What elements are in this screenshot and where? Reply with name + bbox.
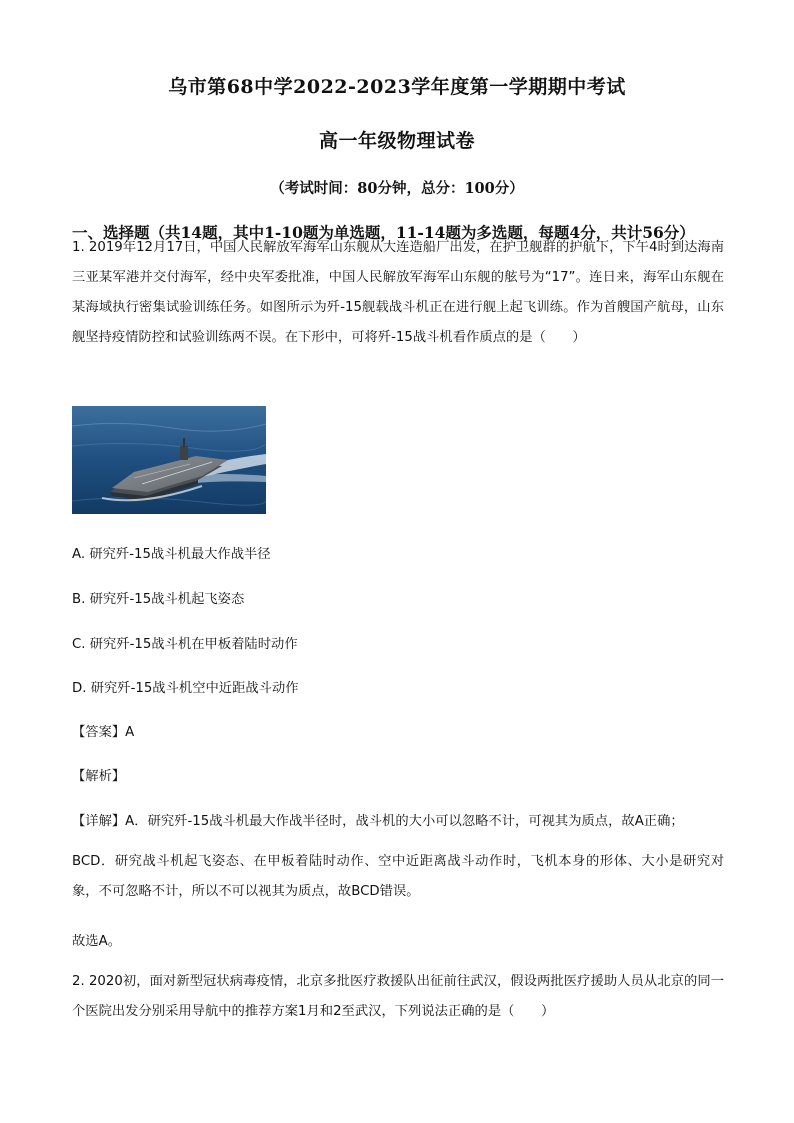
answer: 【答案】A xyxy=(72,725,135,740)
option-b: B. 研究歼-15战斗机起飞姿态 xyxy=(72,592,245,607)
exam-title: 乌市第68中学2022-2023学年度第一学期期中考试 xyxy=(168,76,626,98)
option-d: D. 研究歼-15战斗机空中近距战斗动作 xyxy=(72,681,299,696)
detail-line-2: BCD．研究战斗机起飞姿态、在甲板着陆时动作、空中近距离战斗动作时，飞机本身的形体、大小是研究对象，不可忽略不计，所以不可以视其为质点，故BCD错误。 xyxy=(72,854,724,899)
aircraft-carrier-photo xyxy=(72,406,266,514)
question-1-stem: 1. 2019年12月17日，中国人民解放军海军山东舰从大连造船厂出发，在护卫舰群的护航下，下午4时到达海南三亚某军港并交付海军，经中央军委批准，中国人民解放军海军山东舰的舷号为“17”。连日来，海军山东舰在某海域执行密集试验训练任务。如图所示为歼-15舰载战斗机正在进行舰上起飞训练。作为首艘国产航母，山东舰坚持疫情防控和试验训练两不误。在下形中，可将歼-15战斗机看作质点的是（ ） xyxy=(72,240,724,345)
option-c: C. 研究歼-15战斗机在甲板着陆时动作 xyxy=(72,637,298,652)
analysis-label: 【解析】 xyxy=(72,769,126,784)
conclusion: 故选A。 xyxy=(72,934,121,949)
question-2-stem: 2. 2020初，面对新型冠状病毒疫情，北京多批医疗救援队出征前往武汉，假设两批医疗援助人员从北京的同一个医院出发分别采用导航中的推荐方案1月和2至武汉，下列说法正确的是（ ） xyxy=(72,974,724,1019)
detail-line-1: 【详解】A．研究歼-15战斗机最大作战半径时，战斗机的大小可以忽略不计，可视其为质点，故A正确； xyxy=(72,814,684,829)
option-a: A. 研究歼-15战斗机最大作战半径 xyxy=(72,547,271,562)
exam-info: （考试时间：80分钟，总分：100分） xyxy=(270,180,524,197)
section-heading: 一、选择题（共14题，其中1-10题为单选题，11-14题为多选题，每题4分，共计56分） xyxy=(72,223,695,242)
exam-subtitle: 高一年级物理试卷 xyxy=(318,130,475,152)
